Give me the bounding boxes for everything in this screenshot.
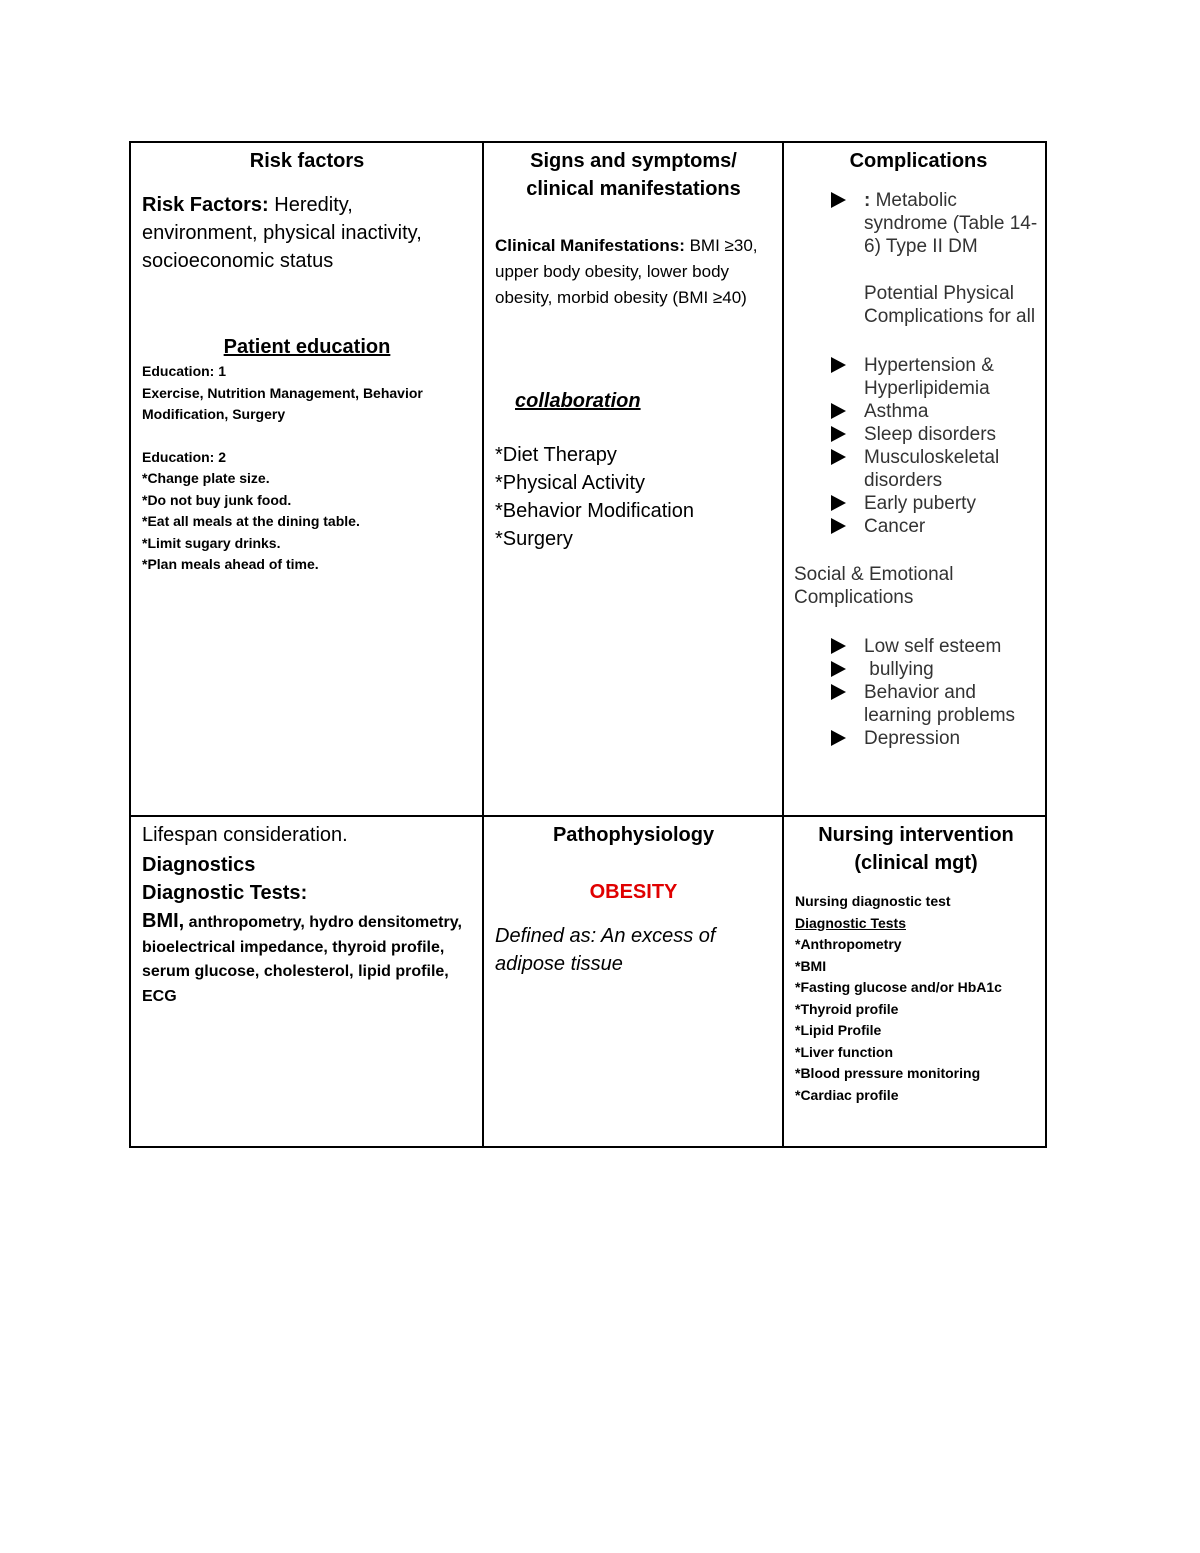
physical-complication-item [794,423,1043,446]
complications-primary-list [794,189,1043,328]
signs-heading-line2: clinical manifestations [526,178,741,200]
physical-complication-text: Musculoskeletal disorders [864,447,1000,491]
physical-complication-item [794,354,1043,400]
arrow-bullet-icon [831,449,846,465]
social-complication-item [794,635,1043,658]
nursing-test-item: *Fasting glucose and/or HbA1c [795,979,1002,995]
patient-education-heading: Patient education [223,336,391,358]
obesity-concept-table [129,141,1047,1148]
pathophysiology-cell [484,817,784,1148]
clinical-manifestations-list: BMI ≥30, upper body obesity, lower body obesity, morbid obesity (BMI ≥40) [495,236,758,307]
education-2-item: *Plan meals ahead of time. [142,556,319,572]
risk-factors-label: Risk Factors: [142,194,269,216]
nursing-test-item: *Thyroid profile [795,1000,899,1017]
arrow-bullet-icon [831,495,846,511]
risk-factors-text [142,191,472,275]
physical-complication-item [794,446,1043,492]
diagnostic-tests-heading [142,879,472,907]
potential-physical-label [794,282,1043,328]
social-complication-text: Behavior and learning problems [864,682,1016,726]
diagnostic-tests-list: anthropometry, hydro densitometry, bioelectrical impedance, thyroid profile, serum glucose, cholesterol, lipid profile, ECG [142,914,462,1005]
arrow-bullet-icon [831,730,846,746]
complications-heading: Complications [849,150,988,172]
clinical-manifestations-text [495,233,772,311]
nursing-test-item: *Liver function [795,1043,894,1060]
nursing-heading-line1: Nursing intervention [818,824,1014,846]
social-complication-item [794,727,1043,750]
arrow-bullet-icon [831,403,846,419]
risk-factors-heading: Risk factors [249,150,365,172]
physical-complication-text: Sleep disorders [864,424,997,445]
physical-complication-item [794,492,1043,515]
education-2-item: *Limit sugary drinks. [142,534,281,551]
diagnostics-heading: Diagnostics [142,854,256,876]
complications-cell [784,143,1047,817]
nursing-subheading: Nursing diagnostic test [795,893,951,909]
diagnostic-tests-colon: : [300,882,308,904]
physical-complication-item [794,515,1043,538]
social-complication-item [794,658,1043,681]
signs-symptoms-cell [484,143,784,817]
arrow-bullet-icon [831,192,846,208]
social-complication-text: Depression [864,728,961,749]
arrow-bullet-icon [831,426,846,442]
nursing-test-item: *Cardiac profile [795,1086,899,1103]
social-complications-list [794,635,1043,750]
complications-item-text: Metabolic syndrome (Table 14-6) Type II DM [864,190,1038,257]
physical-complication-item [794,400,1043,423]
physical-complication-text: Asthma [864,401,929,422]
complications-item [794,189,1043,258]
arrow-bullet-icon [831,684,846,700]
social-complication-text: Low self esteem [864,636,1002,657]
clinical-manifestations-label: Clinical Manifestations: [495,236,685,255]
social-complication-text: bullying [864,659,934,680]
diagnostic-tests-text [142,909,472,1009]
arrow-bullet-icon [831,357,846,373]
collaboration-item: *Physical Activity [495,472,646,494]
social-complication-item [794,681,1043,727]
social-emotional-heading: Social & Emotional Complications [794,564,954,608]
pathophysiology-heading: Pathophysiology [552,824,715,846]
collaboration-item: *Surgery [495,528,573,550]
education-2-item: *Change plate size. [142,470,270,486]
diagnostic-tests-label: Diagnostic Tests [142,882,301,904]
risk-factors-list: Heredity, environment, physical inactivity, socioeconomic status [142,194,422,272]
lifespan-heading: Lifespan consideration. [142,824,348,846]
complications-item-prefix: : [864,190,871,211]
collaboration-list [495,441,772,553]
collaboration-heading-row [495,387,772,415]
collaboration-heading: collaboration [515,390,641,412]
nursing-test-item: *BMI [795,957,827,974]
signs-heading-line1: Signs and symptoms/ [530,150,737,172]
nursing-test-item: *Lipid Profile [795,1022,882,1038]
arrow-bullet-icon [831,518,846,534]
diagnostic-tests-subheading: Diagnostic Tests [795,914,906,931]
arrow-bullet-icon [831,638,846,654]
education-1-text: Exercise, Nutrition Management, Behavior Modification, Surgery [142,384,423,422]
arrow-bullet-icon [831,661,846,677]
physical-complications-list [794,354,1043,538]
physical-complication-text: Hypertension & Hyperlipidemia [864,355,994,399]
education-2-title: Education: 2 [142,448,227,465]
bmi-label: BMI, [142,910,185,932]
physical-complication-text: Early puberty [864,493,976,514]
potential-physical-text: Potential Physical Complications for all [864,283,1036,327]
education-2-item: *Eat all meals at the dining table. [142,513,360,529]
definition-text: Defined as: An excess of adipose tissue [495,925,716,975]
nursing-test-item: *Anthropometry [795,936,902,952]
nursing-heading-line2: (clinical mgt) [854,852,978,874]
risk-factors-cell [131,143,484,817]
collaboration-item: *Behavior Modification [495,500,694,522]
nursing-test-item: *Blood pressure monitoring [795,1065,981,1081]
condition-name: OBESITY [589,881,678,903]
lifespan-diagnostics-cell [131,817,484,1148]
education-1-title: Education: 1 [142,363,227,379]
collaboration-item: *Diet Therapy [495,444,617,466]
physical-complication-text: Cancer [864,516,926,537]
education-2-item: *Do not buy junk food. [142,491,292,508]
nursing-intervention-cell [784,817,1047,1148]
